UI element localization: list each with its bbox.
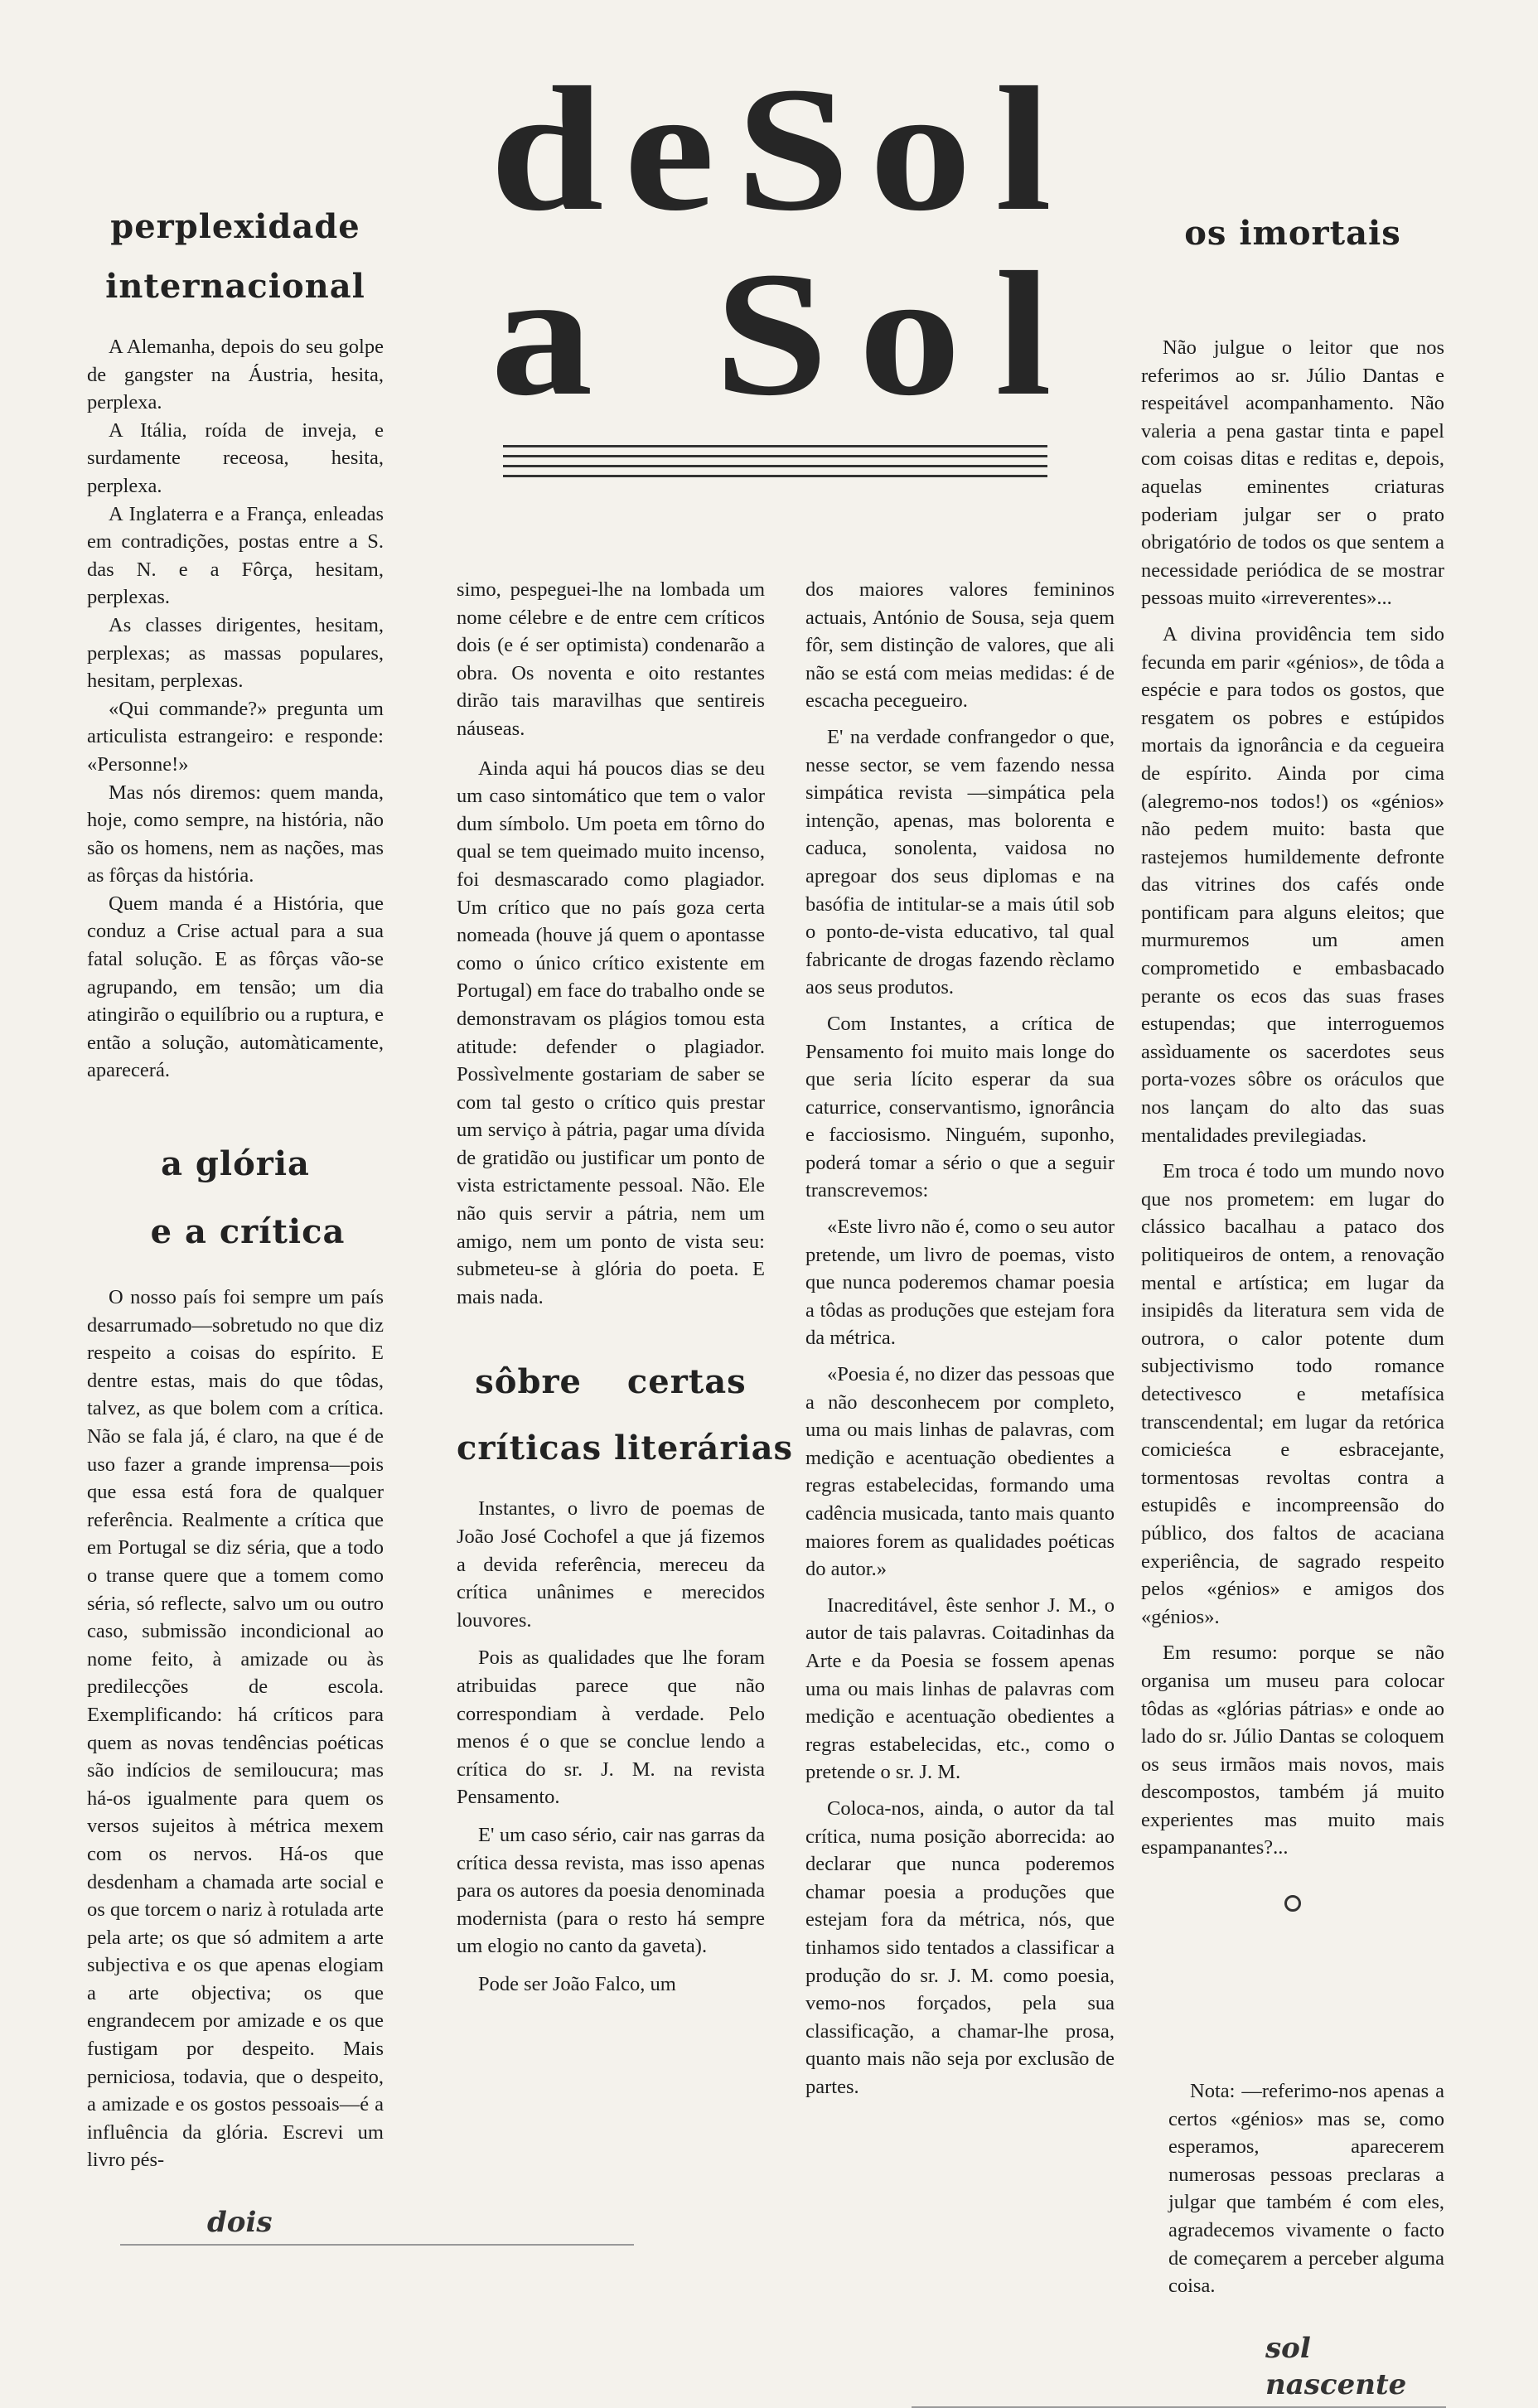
- paragraph: Com Instantes, a crítica de Pensamento foi muito mais longe do que seria lícito esperar da sua caturrice, conservantismo, ignorância e facciosismo. Ninguém, suponho, poderá tomar a sério o que a seguir transcrevemos:: [805, 1012, 1115, 1202]
- paragraph: As classes dirigentes, hesitam, perplexas; as massas populares, hesitam, perplexas.: [87, 613, 384, 693]
- paragraph: Pois as qualidades que lhe foram atribuidas parece que não correspondiam à verdade. Pelo menos é o que se conclue lendo a crítica do sr. J. M. na revista Pensamento.: [457, 1646, 765, 1809]
- masthead-rule: [503, 445, 1047, 447]
- article-gloria-col2: [457, 576, 765, 1311]
- article-imortais: [1141, 334, 1444, 1862]
- paragraph: simo, pespeguei-lhe na lombada um nome célebre e de entre cem críticos dois (e é ser optimista) condenarão a obra. Os noventa e oito restantes dirão tais maravilhas que sentireis náuseas.: [457, 578, 765, 740]
- paragraph: Quem manda é a História, que conduz a Crise actual para a sua fatal solução. E as fôrças vão-se agrupando, em tensão; um dia atingirão o equilíbrio ou a ruptura, e então a solução, automàticamente, aparecerá.: [87, 892, 384, 1082]
- heading-e-a-critica: e a crítica: [150, 1212, 346, 1252]
- paragraph: dos maiores valores femininos actuais, António de Sousa, seja quem fôr, sem distinção de valores, que ali não se está com meias medidas: é de escacha pecegueiro.: [805, 578, 1115, 713]
- masthead-letter: d: [490, 50, 604, 248]
- paragraph: A divina providência tem sido fecunda em parir «génios», de tôda a espécie e para todos os gostos, que resgatem os pobres e estúpidos mortais da ignorância e da cegueira de espírito. Ainda por cima (alegremo-nos todos!) os «génios» não pedem muito: basta que rastejemos humildemente defronte das vitrines dos cafés onde pontificam para alguns eleitos; que murmuremos um amen comprometido e embasbacado perante os ecos das suas frases estupendas; que interroguemos assìduamente os sacerdotes seus porta-vozes sôbre os oráculos que nos lançam do alto das suas mentalidades previlegiadas.: [1141, 622, 1444, 1147]
- masthead-letter: a: [490, 235, 593, 433]
- paragraph: Instantes, o livro de poemas de João José Cochofel a que já fizemos a devida referência, mereceu da crítica unânimes e merecidos louvores.: [457, 1497, 765, 1632]
- masthead-rule: [503, 475, 1047, 477]
- paragraph: Inacreditável, êste senhor J. M., o autor de tais palavras. Coitadinhas da Arte e da Poesia se fossem apenas uma ou mais linhas de palavras com medição e acentuação obedientes a regras estabelecidas, etc., como o pretende o sr. J. M.: [805, 1593, 1115, 1784]
- masthead-letter: l: [994, 50, 1052, 248]
- footer-rule: [120, 2244, 634, 2246]
- column-4: [1141, 212, 1444, 2408]
- heading-perplexidade: perplexidade: [110, 207, 360, 246]
- masthead-rule: [503, 465, 1047, 467]
- paragraph: E' na verdade confrangedor o que, nesse sector, se vem fazendo nessa simpática revista —simpática pela intenção, apenas, mas bolorenta e caduca, sonolenta, vaidosa no apregoar dos seus diplomas e na basófia de intitular-se a mais útil sob o ponto-de-vista educativo, tal qual fabricante de drogas fazendo rèclamo aos seus produtos.: [805, 725, 1115, 999]
- publication-name: sol nascente: [1265, 2331, 1407, 2401]
- paragraph: Mas nós diremos: quem manda, hoje, como sempre, na história, não são os homens, nem as nações, mas as fôrças da história.: [87, 781, 384, 887]
- heading-criticas-literarias: críticas literárias: [457, 1429, 794, 1468]
- paragraph: Não julgue o leitor que nos referimos ao sr. Júlio Dantas e respeitável acompanhamento. Não valeria a pena gastar tinta e papel com coisas ditas e reditas e, depois, aquelas eminentes criaturas poderiam julgar ser o prato obrigatório de todos os que sentem a necessidade periódica de se mostrar pessoas muito «irreverentes»...: [1141, 336, 1444, 610]
- masthead-row-1: [490, 50, 1052, 248]
- article-perplexidade: [87, 333, 384, 1085]
- masthead-letter: o: [868, 50, 972, 248]
- nota: [1168, 2077, 1444, 2300]
- masthead-rule: [503, 455, 1047, 457]
- paragraph: Em troca é todo um mundo novo que nos prometem: em lugar do clássico bacalhau a pataco dos politiqueiros de ontem, a renovação mental e artística; em lugar da insipidês da literatura sem vida de outrora, o calor potente dum subjectivismo todo romance detectivesco e metafísica transcendental; em lugar da retórica comicieśca e esbracejante, tormentosas revoltas contra a estupidês e incompreensão do público, dos faltos de acaciana experiência, de sagrado respeito pelos «génios» e amigos dos «génios».: [1141, 1160, 1444, 1628]
- heading-a-gloria: a glória: [161, 1144, 310, 1184]
- masthead-letter: l: [994, 235, 1052, 433]
- heading-internacional: internacional: [105, 267, 365, 306]
- paragraph: A Inglaterra e a França, enleadas em contradições, postas entre a S. das N. e a Fôrça, hesitam, perplexas.: [87, 502, 384, 609]
- paragraph: «Qui commande?» pregunta um articulista estrangeiro: e responde: «Personne!»: [87, 697, 384, 776]
- masthead-letter: o: [858, 235, 961, 433]
- paragraph: Em resumo: porque se não organisa um museu para colocar tôdas as «glórias pátrias» e onde ao lado do sr. Júlio Dantas se coloquem os seus irmãos mais novos, mais descompostos, também já muito experientes mas muito mais espampanantes?...: [1141, 1642, 1444, 1859]
- paragraph: «Este livro não é, como o seu autor pretende, um livro de poemas, visto que nunca poderemos chamar poesia a tôdas as produções que estejam fora da métrica.: [805, 1216, 1115, 1350]
- paragraph: Nota: —referimo-nos apenas a certos «génios» mas se, como esperamos, aparecerem numerosas pessoas preclaras a julgar que também é com eles, agradecemos vivamente o facto de começarem a perceber alguma coisa.: [1168, 2080, 1444, 2298]
- ornament-icon: [1284, 1895, 1301, 1912]
- article-gloria-col1: [87, 1284, 384, 2174]
- paragraph: A Itália, roída de inveja, e surdamente receosa, hesita, perplexa.: [87, 418, 384, 497]
- paragraph: O nosso país foi sempre um país desarrumado—sobretudo no que diz respeito a coisas do espírito. E dentre estas, mais do que tôdas, talvez, as que bolem com a crítica. Não se fala já, é claro, na que é de uso fazer a grande imprensa—pois que essa está fora de qualquer referência. Realmente a crítica que em Portugal se diz séria, que a todo o transe quere que a tomem como séria, só reflecte, salvo um ou outro caso, submissão incondicional ao nome feito, à amizade ou às predilecções de escola. Exemplificando: há críticos para quem as novas tendências poéticas são indícios de semiloucura; mas há-os igualmente para quem os versos sujeitos à métrica mexem com os nervos. Há-os que desdenham a chamada arte social e os que torcem o nariz à rotulada arte pela arte; os que só admitem a arte subjectiva e os que apenas elogiam a arte objectiva; os que engrandecem por amizade e os que fustigam por despeito. Mais perniciosa, todavia, que o despeito, a amizade e os gostos pessoais—é a influência da glória. Escrevi um livro pés-: [87, 1286, 384, 2172]
- paragraph: Coloca-nos, ainda, o autor da tal crítica, numa posição aborrecida: ao declarar que nunca poderemos chamar poesia a produções que estejam fora da métrica, nós, que tinhamos sido tentados a classificar a produção do sr. J. M. como poesia, vemo-nos forçados, pela sua classificação, a chamar-lhe prosa, quanto mais não seja por exclusão de partes.: [805, 1796, 1115, 2098]
- column-1: [87, 206, 384, 2246]
- paragraph: Pode ser João Falco, um: [478, 1972, 676, 1995]
- paragraph: E' um caso sério, cair nas garras da crítica dessa revista, mas isso apenas para os autores da poesia denominada modernista (para o resto há sempre um elogio no canto da gaveta).: [457, 1823, 765, 1958]
- paragraph: A Alemanha, depois do seu golpe de gangster na Áustria, hesita, perplexa.: [87, 336, 384, 414]
- masthead-letter: S: [714, 235, 829, 433]
- heading-sobre-certas: sôbre certas: [475, 1362, 747, 1402]
- heading-os-imortais: os imortais: [1184, 214, 1401, 253]
- masthead-row-2: [490, 235, 1052, 433]
- paragraph: «Poesia é, no dizer das pessoas que a não desconhecem por completo, uma ou mais linhas de palavras, com medição e acentuação obedientes a regras estabelecidas, formando uma cadência musicada, tanto mais quanto maiores forem as qualidades poéticas do autor.»: [805, 1363, 1115, 1581]
- article-sobre-col2: [457, 1495, 765, 1998]
- column-2: [457, 576, 794, 1999]
- masthead-letter: S: [735, 50, 850, 248]
- masthead-letter: e: [624, 50, 715, 248]
- column-3: [805, 576, 1115, 2101]
- article-sobre-col3: [805, 576, 1115, 2101]
- paragraph: Ainda aqui há poucos dias se deu um caso sintomático que tem o valor dum símbolo. Um poeta em tôrno do qual se tem queimado muito incenso, foi desmascarado como plagiador. Um crítico que no país goza certa nomeada (houve já quem o apontasse como o único crítico existente em Portugal) em face do trabalho onde se demonstravam os plágios tomou esta atitude: defender o plagiador. Possìvelmente gostariam de saber se com tal gesto o crítico quis prestar um serviço à pátria, pagar uma dívida de gratidão ou justificar um ponto de vista estrictamente pessoal. Não. Ele não quis servir a pátria, nem um amigo, nem um ponto de vista seu: submeteu-se à glória do poeta. E mais nada.: [457, 757, 765, 1308]
- page-number: dois: [207, 2206, 273, 2240]
